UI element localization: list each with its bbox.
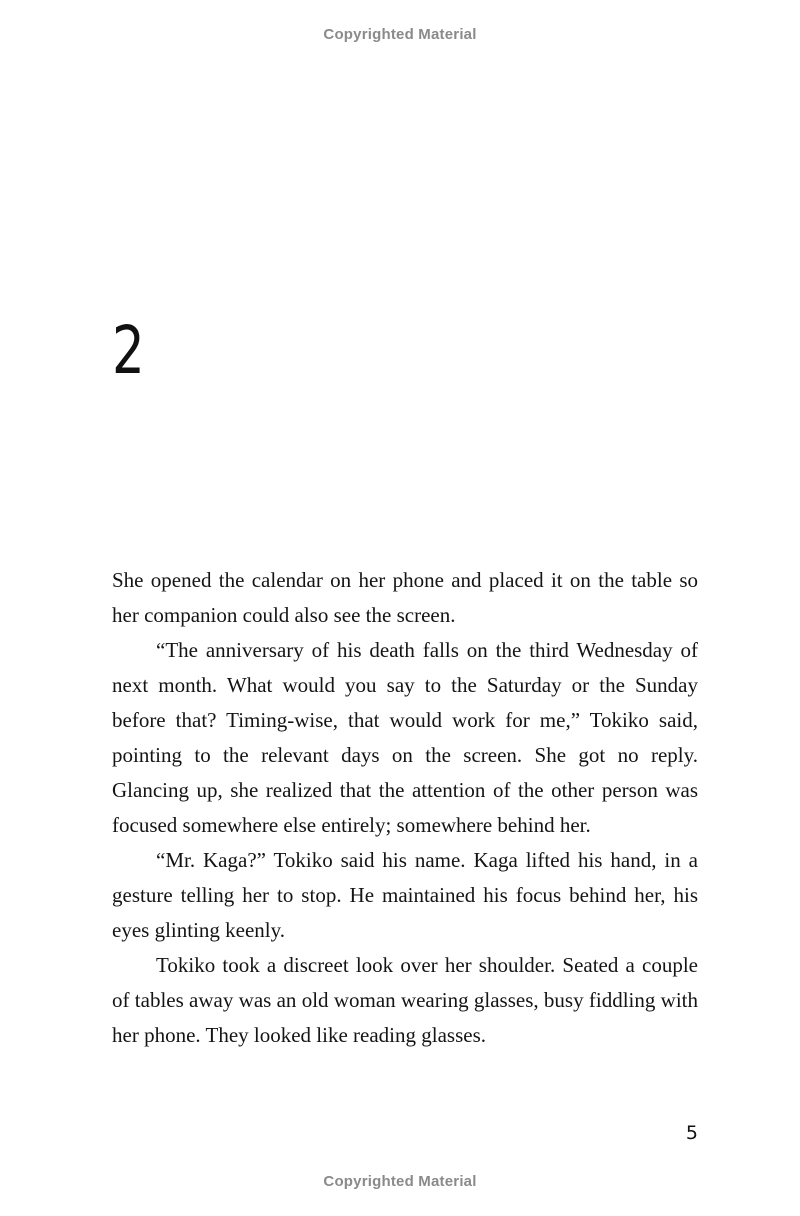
paragraph-2: “The anniversary of his death falls on the third Wednesday of next month. What would you say to the Saturday or the Sunday before that? Timing-wise, that would work for me,” Tokiko said, pointing to the relevant days on the screen. She got no reply. Glancing up, she realized that the attention of the other person was focused somewhere else entirely; somewhere behind her. [112,638,698,837]
paragraph-1: She opened the calendar on her phone and placed it on the table so her companion could also see the screen. [112,568,698,627]
chapter-number: 2 [112,312,145,389]
copyright-watermark-top: Copyrighted Material [323,26,477,43]
page-number: 5 [685,1122,698,1144]
body-text [112,563,698,1053]
copyright-watermark-bottom: Copyrighted Material [323,1173,477,1190]
paragraph-3: “Mr. Kaga?” Tokiko said his name. Kaga lifted his hand, in a gesture telling her to stop. He maintained his focus behind her, his eyes glinting keenly. [112,848,698,942]
paragraph-4: Tokiko took a discreet look over her shoulder. Seated a couple of tables away was an old woman wearing glasses, busy fiddling with her phone. They looked like reading glasses. [112,953,698,1047]
